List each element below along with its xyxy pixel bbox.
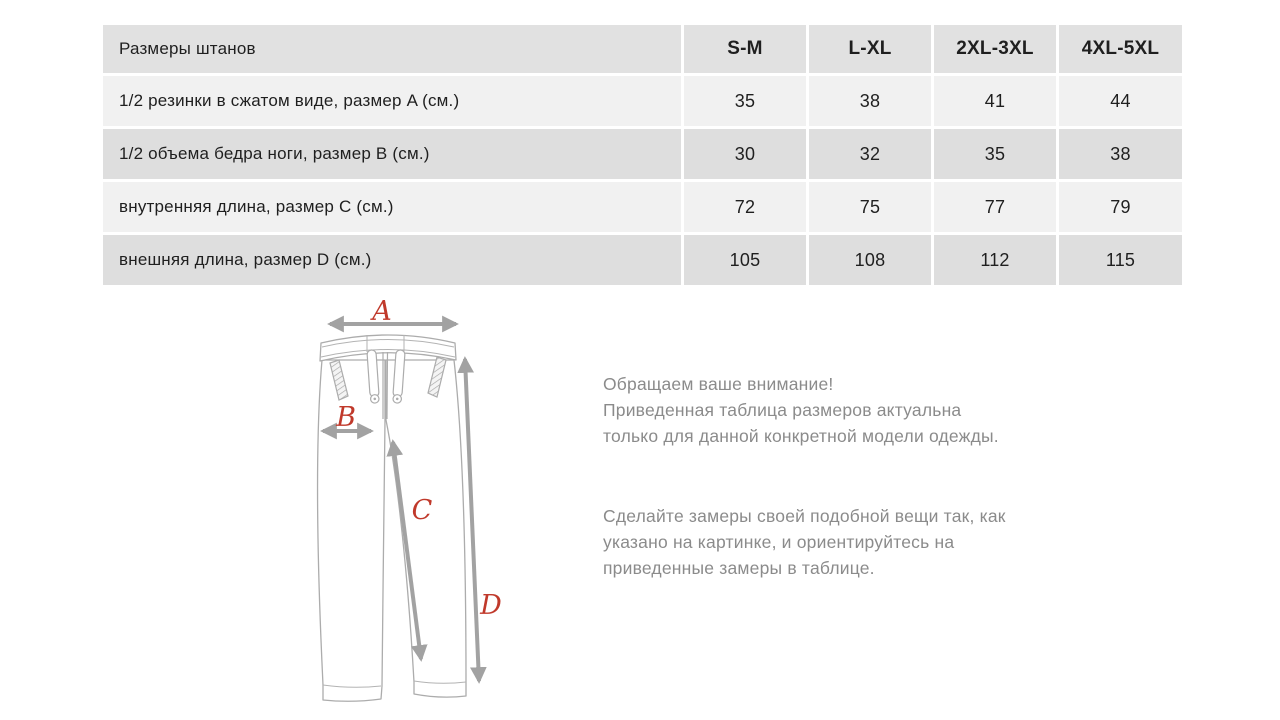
value-a-4xl5xl: 44 [1059,76,1182,126]
instruction-note-line: Сделайте замеры своей подобной вещи так, как [603,506,1006,526]
attention-note [603,371,999,449]
measure-label-d: D [480,590,502,621]
measure-label-b: B [336,402,356,433]
value-b-lxl: 32 [809,129,931,179]
instruction-note-line: приведенные замеры в таблице. [603,558,875,578]
size-header-4xl5xl: 4XL-5XL [1059,25,1182,73]
row-label-b: 1/2 объема бедра ноги, размер B (см.) [103,129,681,179]
value-d-sm: 105 [684,235,806,285]
value-a-sm: 35 [684,76,806,126]
value-b-2xl3xl: 35 [934,129,1056,179]
size-table [103,25,1182,285]
size-header-2xl3xl: 2XL-3XL [934,25,1056,73]
attention-note-line: Обращаем ваше внимание! [603,374,834,394]
value-c-4xl5xl: 79 [1059,182,1182,232]
table-title: Размеры штанов [103,25,681,73]
value-b-sm: 30 [684,129,806,179]
pants-right-leg [386,360,466,697]
value-a-lxl: 38 [809,76,931,126]
pants-measurement-diagram [280,292,520,720]
value-d-lxl: 108 [809,235,931,285]
value-c-lxl: 75 [809,182,931,232]
attention-note-line: только для данной конкретной модели одежды. [603,426,999,446]
value-b-4xl5xl: 38 [1059,129,1182,179]
row-label-d: внешняя длина, размер D (см.) [103,235,681,285]
value-d-4xl5xl: 115 [1059,235,1182,285]
value-c-sm: 72 [684,182,806,232]
measure-label-c: C [411,495,433,526]
value-d-2xl3xl: 112 [934,235,1056,285]
row-label-c: внутренняя длина, размер C (см.) [103,182,681,232]
row-label-a: 1/2 резинки в сжатом виде, размер A (см.) [103,76,681,126]
instruction-note-line: указано на картинке, и ориентируйтесь на [603,532,955,552]
size-header-sm: S-M [684,25,806,73]
measure-label-a: A [372,296,392,327]
instruction-note [603,503,1006,581]
size-header-lxl: L-XL [809,25,931,73]
value-a-2xl3xl: 41 [934,76,1056,126]
value-c-2xl3xl: 77 [934,182,1056,232]
measure-arrow-d [465,359,479,681]
attention-note-line: Приведенная таблица размеров актуальна [603,400,962,420]
